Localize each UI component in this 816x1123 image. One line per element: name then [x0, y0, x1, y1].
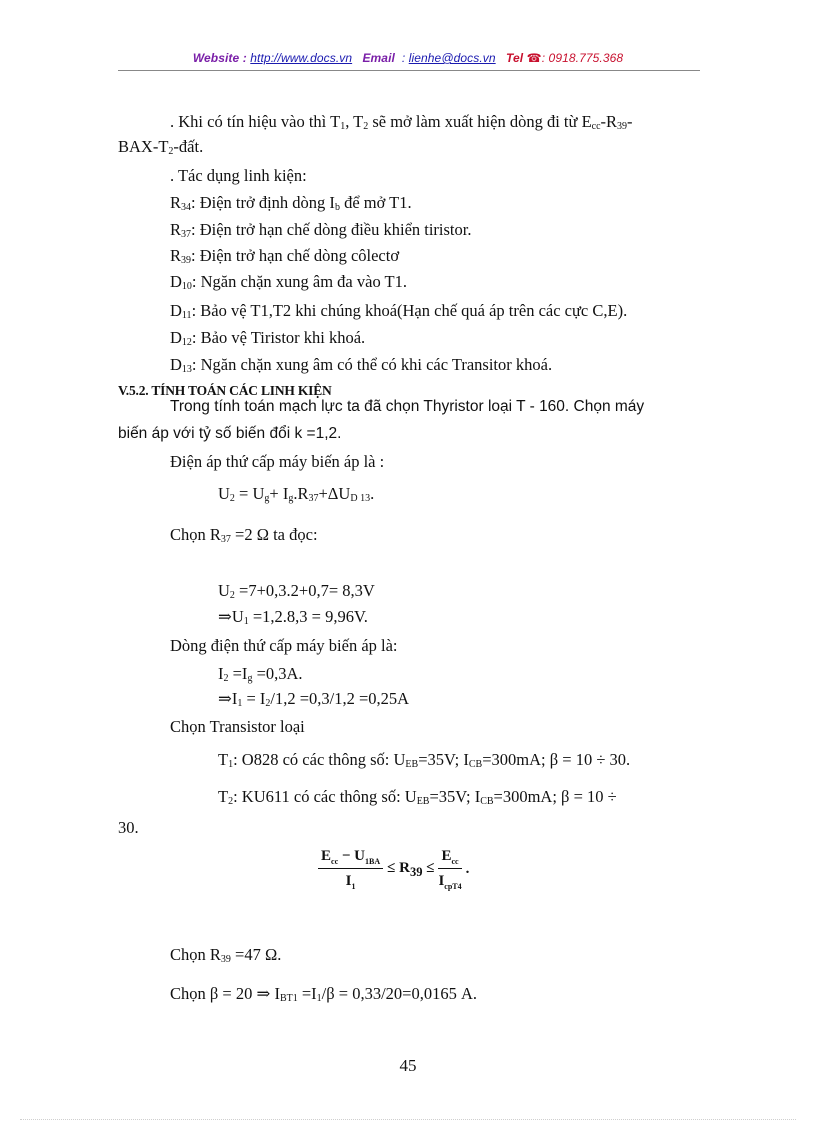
r39-inequality: $\frac{E_{cc} - U_{1BA}}{I_1}$ ≤ $R_{39}$ ≤ $\frac{E_{cc}}{I_{cpT4}}$ .: [318, 848, 473, 891]
omega-icon: Ω: [256, 525, 269, 544]
eq-i2-value: $I_2 =I_g =0,3A$.: [218, 664, 303, 684]
email-link[interactable]: lienhe@docs.vn: [408, 51, 496, 65]
omega-icon: Ω: [264, 945, 278, 964]
implies-arrow-icon: ⇒: [218, 607, 232, 626]
choose-r37: Chọn $R_{37} =2$ Ω ta đọc:: [170, 525, 318, 545]
website-link[interactable]: http://www.docs.vn: [250, 51, 353, 65]
secondary-current-label: Dòng điện thứ cấp máy biến áp là:: [170, 636, 398, 655]
header-rule: [118, 70, 700, 71]
eq-u2-formula: $U_2 = U_g+ I_g.R_{37}+\Delta U_{D 13}$.: [218, 484, 375, 504]
d13-item: $D_{13}$: Ngăn chặn xung âm có thể có khi các Transitor khoá.: [170, 355, 553, 375]
eq-i1-value: $\Rightarrow I_1 = I_2/1,2 =0,3/1,2 =0,25A$: [218, 689, 410, 709]
delta-icon: Δ: [327, 484, 339, 503]
email-label: Email: [362, 51, 395, 65]
tel-value: : 0918.775.368: [541, 51, 624, 65]
section-heading: V.5.2. TÍNH TOÁN CÁC LINH KIỆN: [118, 383, 332, 398]
choose-beta: Chọn β = 20 ⇒ $I_{BT1} =I_1/\beta = 0,33/20=0,0165$ A.: [170, 984, 478, 1004]
beta-symbol: β: [209, 984, 219, 1003]
choose-r39: Chọn $R_{39} =47$ Ω.: [170, 945, 282, 965]
beta-symbol: β: [561, 787, 570, 806]
implies-arrow-icon: ⇒: [218, 689, 232, 708]
secondary-voltage-label: Điện áp thứ cấp máy biến áp là :: [170, 452, 385, 471]
beta-symbol: β: [549, 750, 559, 769]
t2-spec: $T_2$: KU611 có các thông số: $U_{EB}=35V$; $I_{CB}=300mA$; β = 10 ÷: [218, 787, 617, 807]
footer-dotted-line: [20, 1119, 796, 1120]
tel-label: Tel: [505, 51, 524, 65]
d10-item: $D_{10}$: Ngăn chặn xung âm đa vào T1.: [170, 272, 407, 292]
choose-transistor: Chọn Transistor loại: [170, 717, 305, 736]
d11-item: $D_{11}$: Bảo vệ T1,T2 khi chúng khoá(Hạn chế quá áp trên các cực C,E).: [170, 301, 628, 321]
r39-item: $R_{39}$: Điện trở hạn chế dòng côlectơ: [170, 246, 400, 266]
page-header: [0, 51, 816, 65]
eq-u1-value: $\Rightarrow U_1 =1,2.8,3 = 9,96V$.: [218, 607, 368, 627]
r37-item: $R_{37}$: Điện trở hạn chế dòng điều khiển tiristor.: [170, 220, 472, 240]
beta-symbol: β: [326, 984, 335, 1003]
fraction-right: $\frac{E_{cc}}{I_{cpT4}}$: [438, 848, 462, 891]
para-signal-line1: . Khi có tín hiệu vào thì $T_1$, $T_2$ sẽ mở làm xuất hiện dòng đi từ $E_{cc}-R_{39}-$: [170, 112, 633, 132]
eq-u2-value: $U_2 =7+0,3.2+0,7= 8,3V$: [218, 581, 375, 601]
phone-icon: ☎: [526, 51, 542, 65]
d12-item: $D_{12}$: Bảo vệ Tiristor khi khoá.: [170, 328, 366, 348]
r34-item: $R_{34}$: Điện trở định dòng $I_b$ để mở T1.: [170, 193, 412, 213]
calc-intro-line2: biến áp với tỷ số biến đổi k =1,2.: [118, 425, 342, 442]
components-heading: . Tác dụng linh kiện:: [170, 166, 307, 185]
website-label: Website :: [192, 51, 247, 65]
page-number: 45: [399, 1056, 417, 1075]
t1-spec: $T_1$: O828 có các thông số: $U_{EB}=35V$; $I_{CB}=300mA$; β = 10 ÷ 30.: [218, 750, 631, 770]
fraction-left: $\frac{E_{cc} - U_{1BA}}{I_1}$: [318, 848, 383, 891]
implies-arrow-icon: ⇒: [256, 984, 271, 1003]
calc-intro-line1: Trong tính toán mạch lực ta đã chọn Thyristor loại T - 160. Chọn máy: [170, 398, 645, 415]
para-signal-line2: BAX-$T_2$-đất.: [118, 137, 204, 157]
t2-spec-cont: 30.: [118, 818, 139, 837]
email-sep: :: [401, 51, 406, 65]
